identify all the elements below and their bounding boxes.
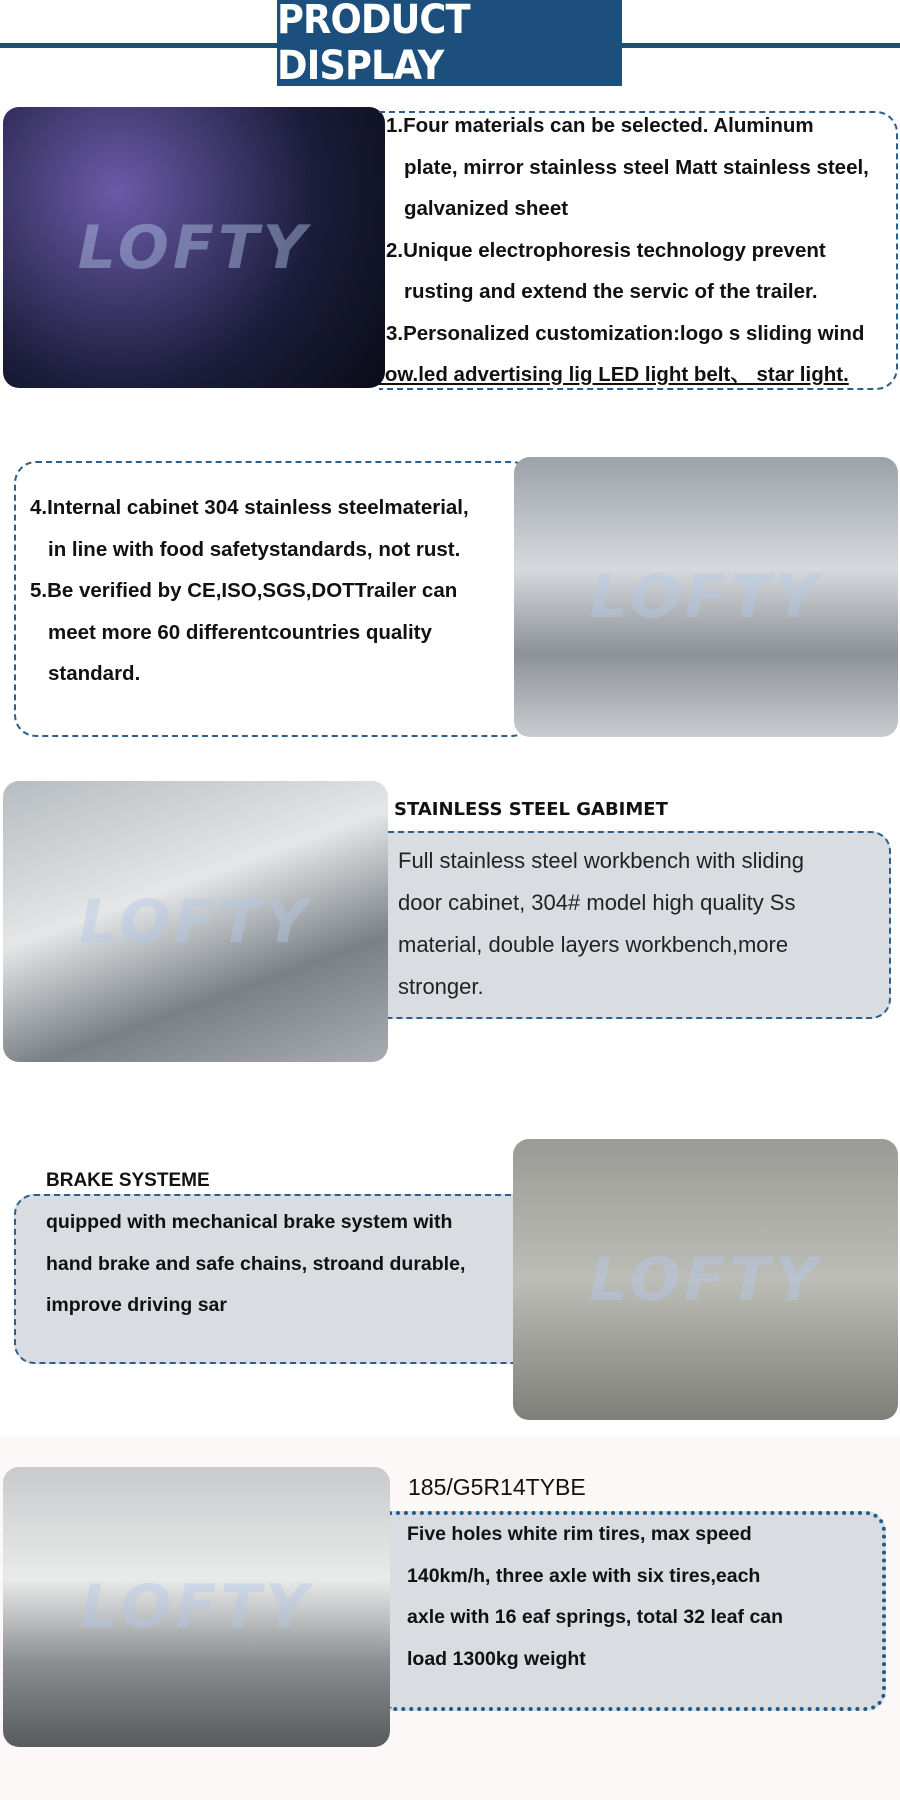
feature-line: in line with food safetystandards, not rust. [48,537,461,561]
features-list-1 [378,105,900,396]
description-line: Five holes white rim tires, max speed [407,1523,752,1545]
tires-description [407,1514,877,1680]
feature-line: 2.Unique electrophoresis technology prevent [386,238,826,262]
watermark-logo: LOFTY [77,212,311,283]
interior-photo [514,457,898,737]
description-line: Full stainless steel workbench with sliding [398,848,804,873]
description-line: 140km/h, three axle with six tires,each [407,1564,761,1587]
section-title-cabinet: STAINLESS STEEL GABIMET [394,799,668,820]
description-line: load 1300kg weight [407,1647,586,1670]
watermark-logo: LOFTY [80,1572,313,1642]
feature-line: 1.Four materials can be selected. Aluminum [386,114,814,137]
description-line: axle with 16 eaf springs, total 32 leaf can [407,1606,784,1628]
section-title-tires: 185/G5R14TYBE [408,1474,586,1500]
feature-line: plate, mirror stainless steel Matt stainless steel, [404,155,869,179]
section-title-brake: BRAKE SYSTEME [46,1170,210,1191]
feature-line: galvanized sheet [404,197,569,220]
description-line: stronger. [398,974,484,999]
brake-description [46,1202,516,1327]
feature-line: 5.Be verified by CE,ISO,SGS,DOTTrailer can [30,579,458,602]
feature-line: 4.Internal cabinet 304 stainless steelmaterial, [30,496,469,519]
features-list-2 [30,487,520,695]
description-line: hand brake and safe chains, stroand durable, [46,1252,466,1275]
description-line: material, double layers workbench,more [398,932,789,957]
feature-line: rusting and extend the servic of the trailer. [404,280,818,303]
description-line: quipped with mechanical brake system with [46,1211,453,1233]
feature-line: 3.Personalized customization:logo s sliding wind [386,321,865,345]
brake-hitch-photo [513,1139,898,1420]
watermark-logo: LOFTY [79,886,312,957]
cabinet-description [398,840,888,1008]
feature-line: meet more 60 differentcountries quality [48,620,432,644]
feature-line: standard. [48,662,141,685]
trailer-night-photo [3,107,385,388]
workbench-photo [3,781,388,1062]
tires-photo [3,1467,390,1747]
watermark-logo: LOFTY [589,1244,822,1315]
description-line: door cabinet, 304# model high quality Ss [398,890,796,915]
watermark-logo: LOFTY [589,562,823,632]
description-line: improve driving sar [46,1294,227,1316]
page-title: PRODUCT DISPLAY [277,0,622,86]
feature-line: -ow.led advertising lig LED light belt、 star light. [378,363,849,386]
